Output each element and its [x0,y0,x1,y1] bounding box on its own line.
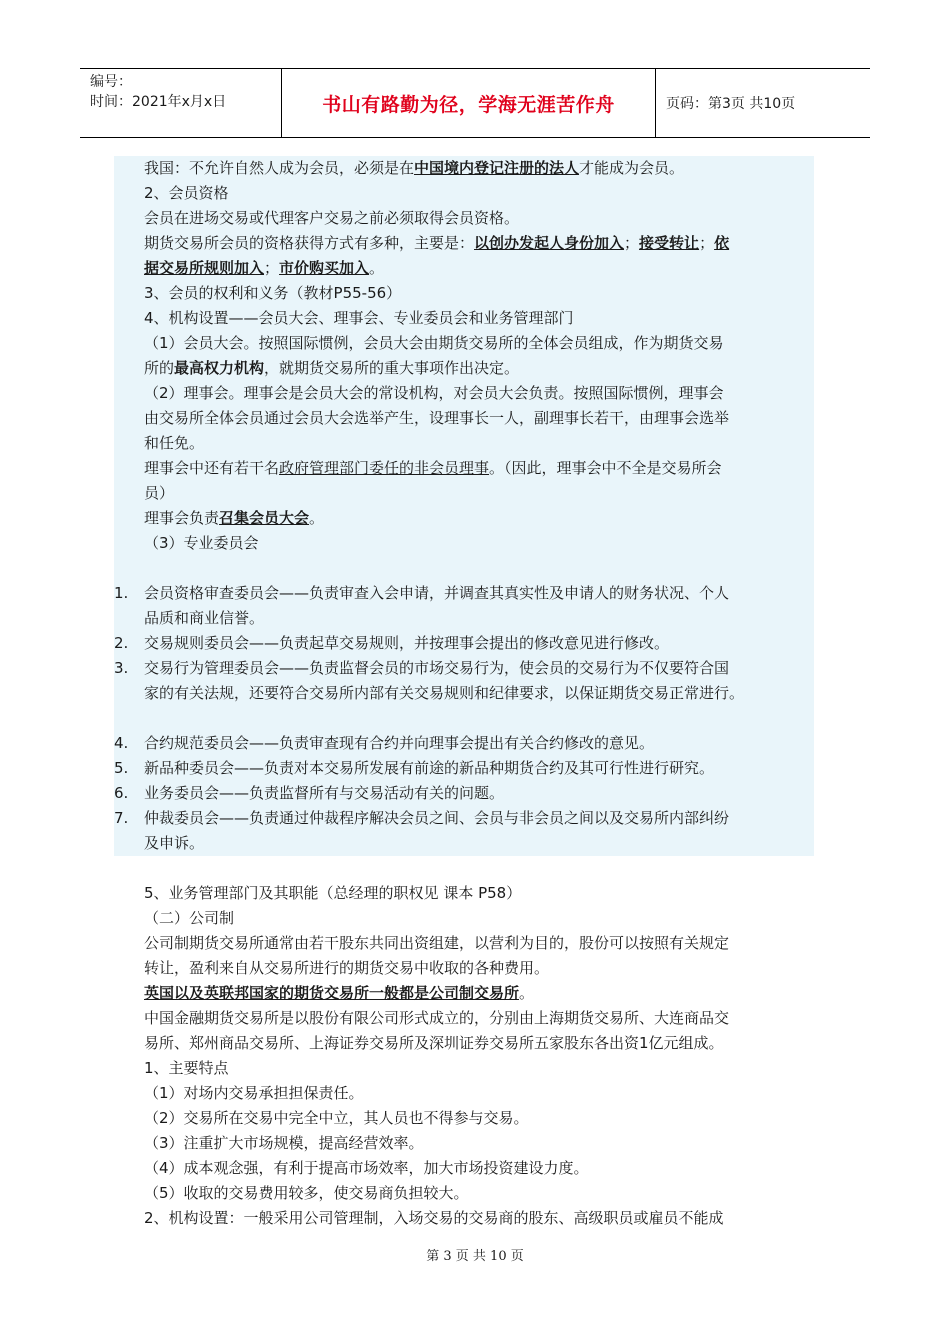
paragraph: （2）交易所在交易中完全中立，其人员也不得参与交易。 [144,1109,529,1127]
heading: 3、会员的权利和义务（教材P55-56） [144,284,402,302]
paragraph: （3）注重扩大市场规模，提高经营效率。 [144,1134,424,1152]
emphasis-text: 最高权力机构 [174,359,265,377]
list-item: 1. 会员资格审查委员会——负责审查入会申请，并调查其真实性及申请人的财务状况、个人 品质和商业信誉。 [114,584,730,627]
blank-line [114,856,814,881]
paragraph: 会员在进场交易或代理客户交易之前必须取得会员资格。 [144,209,520,227]
emphasis-text: 中国境内登记注册的法人 [414,159,580,177]
paragraph: 理事会中还有若干名政府管理部门委任的非会员理事。（因此，理事会中不全是交易所会 [144,459,722,477]
emphasis-text: 召集会员大会 [219,509,310,527]
emphasis-text: 据交易所规则加入 [144,259,265,277]
document-body [114,156,814,1231]
list-item: 5. 新品种委员会——负责对本交易所发展有前途的新品种期货合约及其可行性进行研究。 [114,759,715,777]
paragraph: （4）成本观念强，有利于提高市场效率，加大市场投资建设力度。 [144,1159,589,1177]
heading: （二）公司制 [144,909,235,927]
list-item: 4. 合约规范委员会——负责审查现有合约并向理事会提出有关合约修改的意见。 [114,734,655,752]
heading: 5、业务管理部门及其职能（总经理的职权见 课本 P58） [144,884,522,902]
heading: 2、会员资格 [144,184,229,202]
list-item: 3. 交易行为管理委员会——负责监督会员的市场交易行为，使会员的交易行为不仅要符合国 家的有关法规，还要符合交易所内部有关交易规则和纪律要求，以保证期货交易正常进行。 [114,659,745,702]
committee-list [114,581,814,856]
paragraph: 由交易所全体会员通过会员大会选举产生，设理事长一人，副理事长若干，由理事会选举 [144,409,730,427]
emphasis-text: 政府管理部门委任的非会员理事 [279,459,490,477]
emphasis-text: 以创办发起人身份加入 [474,234,625,252]
header-meta [80,69,282,137]
paragraph: （1）会员大会。按照国际惯例，会员大会由期货交易所的全体会员组成，作为期货交易 [144,334,724,352]
page-footer: 第 3 页 共 10 页 [426,1249,524,1264]
paragraph: 英国以及英联邦国家的期货交易所一般都是公司制交易所。 [144,984,535,1002]
paragraph: 理事会负责召集会员大会。 [144,509,325,527]
heading: 1、主要特点 [144,1059,229,1077]
list-item: 2. 交易规则委员会——负责起草交易规则，并按理事会提出的修改意见进行修改。 [114,634,670,652]
shaded-section-1 [114,156,814,856]
header-motto: 书山有路勤为径，学海无涯苦作舟 [282,69,656,137]
paragraph: 中国金融期货交易所是以股份有限公司形式成立的，分别由上海期货交易所、大连商品交 [144,1009,730,1027]
paragraph: 所的最高权力机构，就期货交易所的重大事项作出决定。 [144,359,520,377]
time-label: 时间：2021年x月x日 [90,94,227,110]
header-page-label: 页码：第3页 共10页 [666,96,796,112]
number-label: 编号： [90,74,132,90]
emphasis-text: 市价购买加入 [279,259,370,277]
emphasis-text: 接受转让 [639,234,700,252]
list-item: 6. 业务委员会——负责监督所有与交易活动有关的问题。 [114,784,505,802]
blank-line [114,706,814,731]
page-header [80,68,870,138]
paragraph: 转让，盈利来自从交易所进行的期货交易中收取的各种费用。 [144,959,550,977]
heading: （3）专业委员会 [144,534,259,552]
emphasis-text: 英国以及英联邦国家的期货交易所一般都是公司制交易所 [144,984,520,1002]
paragraph: （5）收取的交易费用较多，使交易商负担较大。 [144,1184,469,1202]
paragraph: 据交易所规则加入；市价购买加入。 [144,259,385,277]
paragraph: 公司制期货交易所通常由若干股东共同出资组建，以营利为目的，股份可以按照有关规定 [144,934,730,952]
paragraph: 2、机构设置：一般采用公司管理制，入场交易的交易商的股东、高级职员或雇员不能成 [144,1209,724,1227]
emphasis-text: 依 [714,234,730,252]
paragraph: 易所、郑州商品交易所、上海证券交易所及深圳证券交易所五家股东各出资1亿元组成。 [144,1034,724,1052]
blank-line [114,556,814,581]
paragraph: 和任免。 [144,434,205,452]
paragraph: 期货交易所会员的资格获得方式有多种，主要是：以创办发起人身份加入；接受转让；依 [144,234,730,252]
paragraph: 员） [144,484,175,502]
heading: 4、机构设置——会员大会、理事会、专业委员会和业务管理部门 [144,309,574,327]
list-item: 7. 仲裁委员会——负责通过仲裁程序解决会员之间、会员与非会员之间以及交易所内部纠纷 及申诉。 [114,809,730,852]
paragraph: （1）对场内交易承担担保责任。 [144,1084,364,1102]
paragraph: （2）理事会。理事会是会员大会的常设机构，对会员大会负责。按照国际惯例，理事会 [144,384,724,402]
paragraph: 我国：不允许自然人成为会员，必须是在中国境内登记注册的法人才能成为会员。 [144,159,685,177]
